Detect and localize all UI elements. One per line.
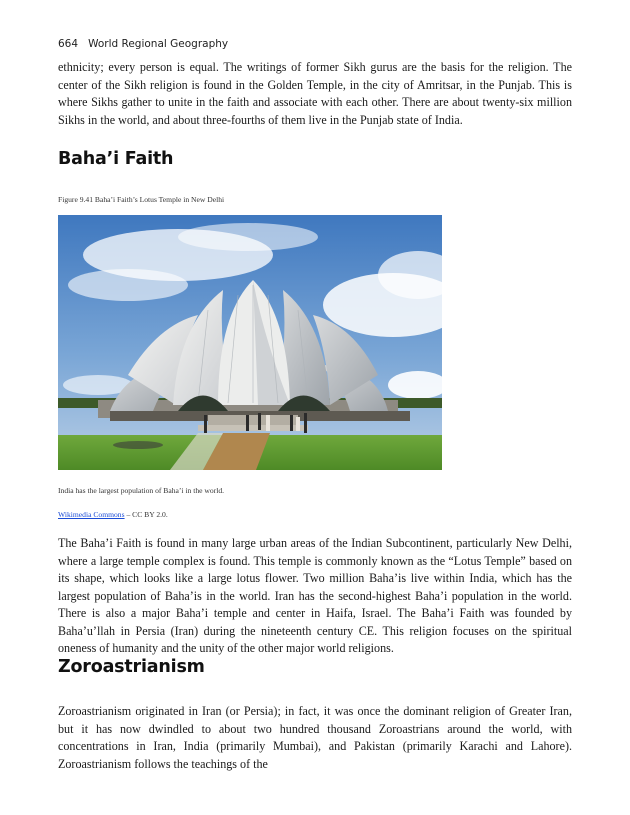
figure-credit [58, 510, 168, 519]
running-header [58, 38, 228, 50]
wikimedia-commons-link[interactable]: Wikimedia Commons [58, 510, 125, 519]
page-number: 664 [58, 38, 79, 50]
lotus-temple-photo [58, 215, 442, 470]
license-text: – CC BY 2.0. [124, 510, 168, 519]
figure-caption: Figure 9.41 Baha’i Faith’s Lotus Temple in New Delhi [58, 195, 225, 204]
heading-bahai-faith: Baha’i Faith [58, 149, 174, 169]
paragraph-sikhism-continued: ethnicity; every person is equal. The writings of former Sikh gurus are the basis for the religion. The center of the Sikh religion is found in the Golden Temple, in the city of Amritsar, in the Punjab. This is where Sikhs gather to unite in the faith and associate with each other. There are about twenty-six million Sikhs in the world, and about three-fourths of them live in the Punjab state of India. [58, 60, 572, 127]
figure-note: India has the largest population of Baha’i in the world. [58, 486, 225, 495]
paragraph-bahai-faith: The Baha’i Faith is found in many large urban areas of the Indian Subcontinent, particularly New Delhi, where a large temple complex is found. This temple is commonly known as the “Lotus Temple” based on its shape, which looks like a large lotus flower. Two million Baha’is live within India, which has the largest population of Baha’is in the world. Iran has the second-highest Baha’i population in the world. There is also a major Baha’i temple and center in Haifa, Israel. The Baha’i Faith was founded by Baha’u’llah in Persia (Iran) during the nineteenth century CE. This religion focuses on the spiritual oneness of humanity and the unity of the other major world religions. [58, 536, 572, 655]
heading-zoroastrianism: Zoroastrianism [58, 657, 205, 677]
book-title: World Regional Geography [88, 38, 229, 50]
paragraph-zoroastrianism: Zoroastrianism originated in Iran (or Persia); in fact, it was once the dominant religion of Greater Iran, but it has now dwindled to about two hundred thousand Zoroastrians around the world, with concentrations in Iran, India (primarily Mumbai), and Pakistan (primarily Karachi and Lahore). Zoroastrianism follows the teachings of the [58, 704, 572, 771]
